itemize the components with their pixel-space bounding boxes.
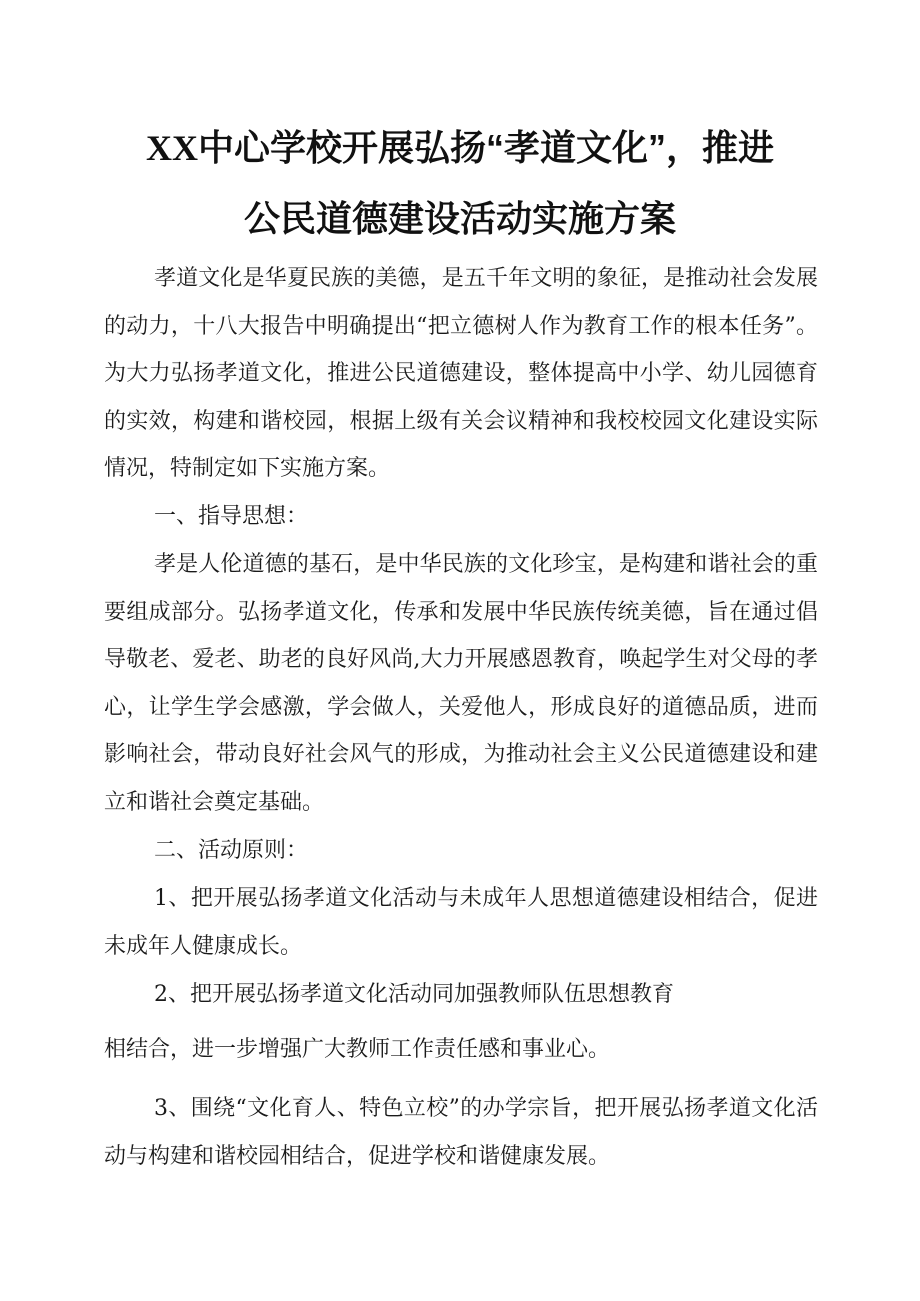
section1-body-block bbox=[104, 541, 818, 826]
section1-heading: 一、指导思想： bbox=[154, 504, 309, 529]
principle-2-line-2-block bbox=[104, 1026, 818, 1074]
title-rest: 中心学校开展弘扬“孝道文化”，推进 bbox=[197, 127, 774, 168]
principle-3-block bbox=[104, 1085, 818, 1180]
intro-block bbox=[104, 255, 818, 493]
principle-2-line-1-block bbox=[104, 971, 818, 1019]
principle-2-line-1: 2、把开展弘扬孝道文化活动同加强教师队伍思想教育 bbox=[154, 982, 674, 1007]
principle-2-line-2: 相结合，进一步增强广大教师工作责任感和事业心。 bbox=[104, 1037, 611, 1062]
section1-paragraph: 孝是人伦道德的基石，是中华民族的文化珍宝，是构建和谐社会的重要组成部分。弘扬孝道文化，传承和发展中华民族传统美德，旨在通过倡导敬老、爱老、助老的良好风尚,大力开展感恩教育，唤起学生对父母的孝心，让学生学会感激，学会做人，关爱他人，形成良好的道德品质，进而影响社会，带动良好社会风气的形成，为推动社会主义公民道德建设和建立和谐社会奠定基础。 bbox=[104, 552, 818, 815]
section1-heading-block bbox=[104, 493, 818, 541]
section2-heading-block bbox=[104, 827, 818, 875]
section2-heading: 二、活动原则： bbox=[154, 838, 309, 863]
document-title-line-2: 公民道德建设活动实施方案 bbox=[243, 198, 676, 239]
principle-1-block bbox=[104, 875, 818, 970]
principle-3: 3、围绕“文化育人、特色立校”的办学宗旨，把开展弘扬孝道文化活动与构建和谐校园相结合，促进学校和谐健康发展。 bbox=[104, 1096, 818, 1169]
intro-paragraph: 孝道文化是华夏民族的美德，是五千年文明的象征，是推动社会发展的动力，十八大报告中明确提出“把立德树人作为教育工作的根本任务”。为大力弘扬孝道文化，推进公民道德建设，整体提高中小学、幼儿园德育的实效，构建和谐校园，根据上级有关会议精神和我校校园文化建设实际情况，特制定如下实施方案。 bbox=[104, 266, 818, 481]
title-prefix: XX bbox=[145, 128, 198, 168]
document-title-line-1 bbox=[100, 128, 820, 168]
principle-1: 1、把开展弘扬孝道文化活动与未成年人思想道德建设相结合，促进未成年人健康成长。 bbox=[104, 886, 818, 959]
